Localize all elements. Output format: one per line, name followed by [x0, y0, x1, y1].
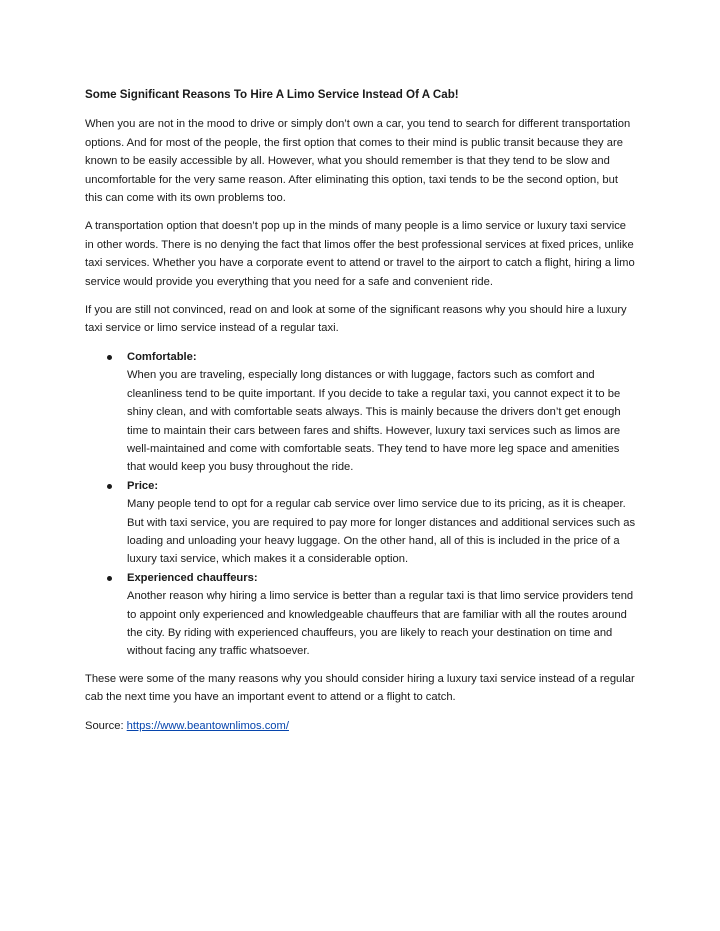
reason-item [85, 477, 637, 569]
intro-paragraph: A transportation option that doesn’t pop up in the minds of many people is a limo service or luxury taxi service in other words. There is no denying the fact that limos offer the best professional services at fixed prices, unlike taxi services. Whether you have a corporate event to attend or travel to the airport to catch a flight, hiring a limo service would provide you everything that you need for a safe and convenient ride. [85, 220, 635, 288]
document-title: Some Significant Reasons To Hire A Limo Service Instead Of A Cab! [85, 88, 459, 101]
reason-heading: Comfortable: [127, 350, 197, 363]
source-link[interactable]: https://www.beantownlimos.com/ [126, 719, 289, 732]
intro-paragraph: If you are still not convinced, read on and look at some of the significant reasons why you should hire a luxury taxi service or limo service instead of a regular taxi. [85, 304, 627, 335]
reason-body: When you are traveling, especially long distances or with luggage, factors such as comfort and cleanliness tend to be quite important. If you decide to take a regular taxi, you cannot expect it to be shiny clean, and with comfortable seats always. This is mainly because the drivers don’t get enough time to maintain their cars between fares and shifts. However, luxury taxi services such as limos are well-maintained and come with comfortable seats. They tend to have more leg space and amenities that would keep you busy throughout the ride. [127, 369, 621, 474]
document-page [85, 86, 637, 745]
bullet-icon [107, 484, 112, 489]
reason-body: Another reason why hiring a limo service is better than a regular taxi is that limo service providers tend to appoint only experienced and knowledgeable chauffeurs that are familiar with all the routes around the city. By riding with experienced chauffeurs, you are likely to reach your destination on time and without facing any traffic whatsoever. [127, 590, 634, 658]
reasons-list [85, 348, 637, 661]
reason-item [85, 348, 637, 477]
reason-item [85, 569, 637, 661]
bullet-icon [107, 576, 112, 581]
reason-body: Many people tend to opt for a regular cab service over limo service due to its pricing, as it is cheaper. But with taxi service, you are required to pay more for longer distances and additional services such as loading and unloading your heavy luggage. On the other hand, all of this is included in the price of a luxury taxi service, which makes it a considerable option. [127, 498, 636, 566]
closing-paragraph: These were some of the many reasons why you should consider hiring a luxury taxi service instead of a regular cab the next time you have an important event to attend or a flight to catch. [85, 672, 635, 704]
intro-paragraph: When you are not in the mood to drive or simply don’t own a car, you tend to search for different transportation options. And for most of the people, the first option that comes to their mind is public transit because they are known to be easily accessible by all. However, what you should remember is that they tend to be slow and uncomfortable for the very same reason. After eliminating this option, taxi tends to be the second option, but this can come with its own problems too. [85, 118, 631, 205]
source-label: Source: [85, 719, 127, 732]
reason-heading: Price: [127, 479, 159, 492]
reason-heading: Experienced chauffeurs: [127, 571, 258, 584]
bullet-icon [107, 355, 112, 360]
source-line [85, 717, 637, 735]
